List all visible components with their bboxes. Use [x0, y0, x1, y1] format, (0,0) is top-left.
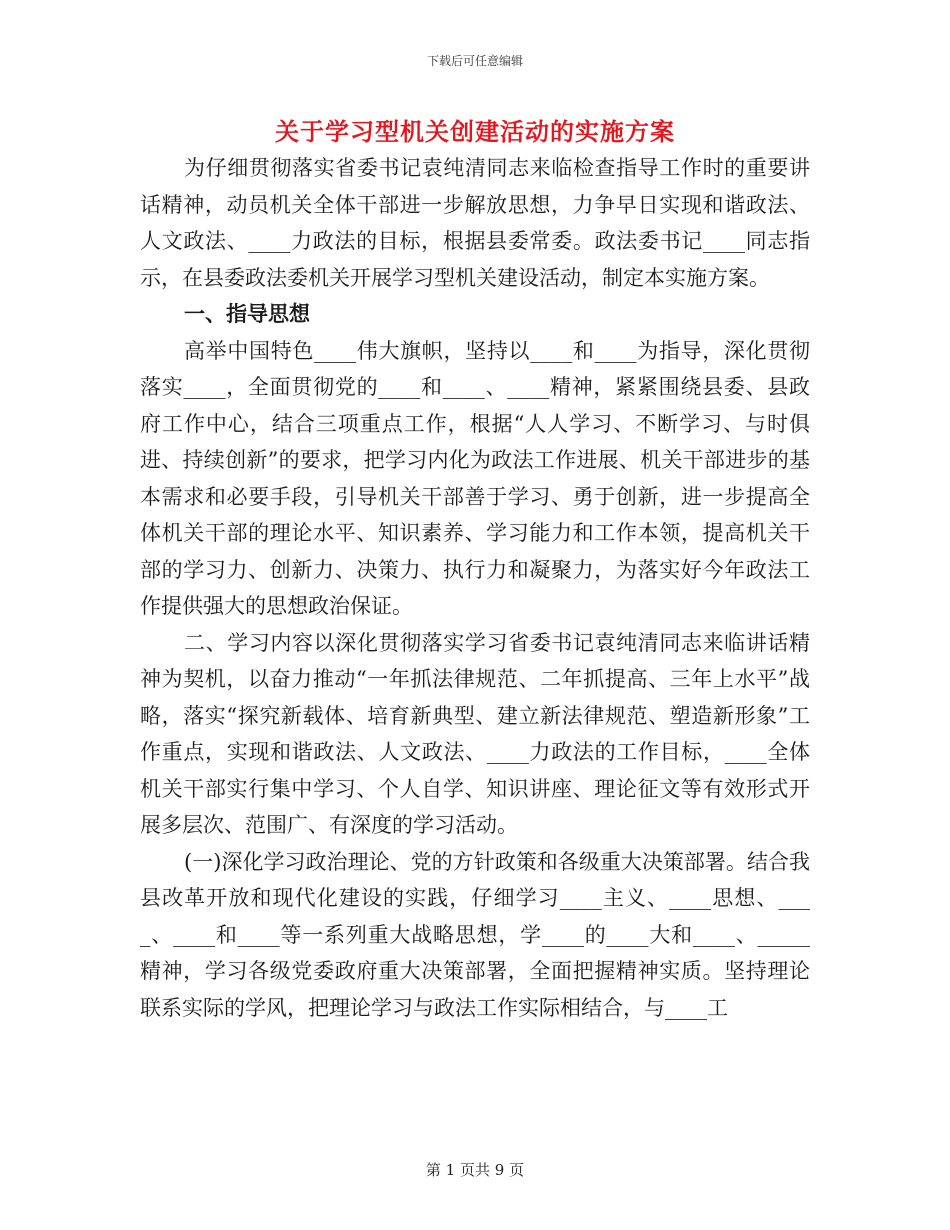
study-content-paragraph: 二、学习内容以深化贯彻落实学习省委书记袁纯清同志来临讲话精神为契机，以奋力推动“一年抓法律规范、二年抓提高、三年上水平”战略，落实“探究新载体、培育新典型、建立新法律规范、塑造新形象”工作重点，实现和谐政法、人文政法、____力政法的工作目标，____全体机关干部实行集中学习、个人自学、知识讲座、理论征文等有效形式开展多层次、范围广、有深度的学习活动。 [140, 630, 810, 837]
subsection-1-paragraph: (一)深化学习政治理论、党的方针政策和各级重大决策部署。结合我县改革开放和现代化建设的实践，仔细学习____主义、____思想、____、____和____等一系列重大战略思想，学____的____大和____、_____精神，学习各级党委政府重大决策部署，全面把握精神实质。坚持理论联系实际的学风，把理论学习与政法工作实际相结合，与____工 [140, 849, 810, 1020]
section-heading-guiding-ideology: 一、指导思想 [184, 301, 310, 326]
intro-paragraph: 为仔细贯彻落实省委书记袁纯清同志来临检查指导工作时的重要讲话精神，动员机关全体干部进一步解放思想，力争早日实现和谐政法、人文政法、____力政法的目标，根据县委常委。政法委书记____同志指示，在县委政法委机关开展学习型机关建设活动，制定本实施方案。 [140, 156, 810, 290]
document-title: 关于学习型机关创建活动的实施方案 [275, 117, 675, 146]
document-body [140, 150, 810, 1026]
page-footer: 第 1 页共 9 页 [425, 1161, 525, 1179]
header-note: 下载后可任意编辑 [426, 54, 523, 68]
guiding-ideology-paragraph: 高举中国特色____伟大旗帜，坚持以____和____为指导，深化贯彻落实____，全面贯彻党的____和____、____精神，紧紧围绕县委、县政府工作中心，结合三项重点工作，根据“人人学习、不断学习、与时俱进、持续创新”的要求，把学习内化为政法工作进展、机关干部进步的基本需求和必要手段，引导机关干部善于学习、勇于创新，进一步提高全体机关干部的理论水平、知识素养、学习能力和工作本领，提高机关干部的学习力、创新力、决策力、执行力和凝聚力，为落实好今年政法工作提供强大的思想政治保证。 [140, 338, 810, 618]
